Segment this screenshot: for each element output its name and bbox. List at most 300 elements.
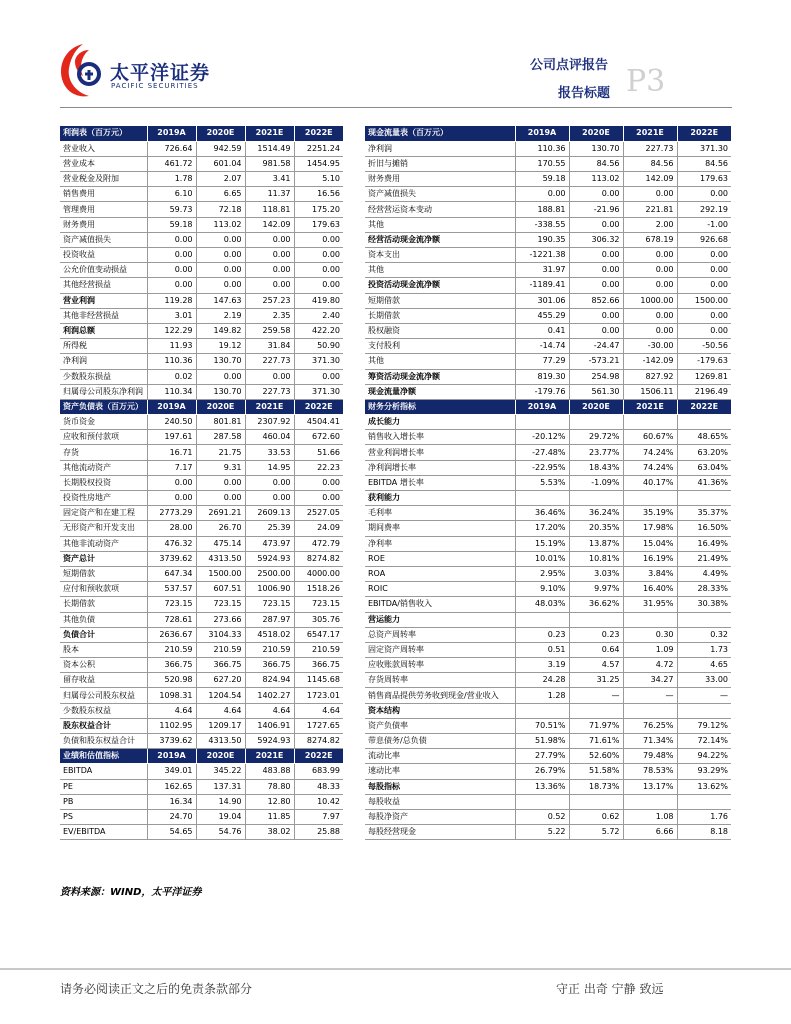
row-value: 4313.50	[196, 734, 245, 749]
row-value: 254.98	[569, 369, 623, 384]
year-header: 2022E	[294, 126, 343, 141]
row-label: EBITDA 增长率	[365, 475, 515, 490]
table-row	[60, 779, 343, 794]
row-value: 11.93	[147, 339, 196, 354]
row-value: 1.08	[623, 809, 677, 824]
row-value: 366.75	[294, 658, 343, 673]
row-label: 净利润	[60, 354, 147, 369]
row-value: 179.63	[677, 172, 731, 187]
row-value: 728.61	[147, 612, 196, 627]
row-value: 3.19	[515, 658, 569, 673]
table-row	[60, 734, 343, 749]
row-label: 财务费用	[365, 172, 515, 187]
row-label: 资本支出	[365, 248, 515, 263]
row-value: 0.00	[294, 369, 343, 384]
disclaimer-link[interactable]: 请务必阅读正文之后的免责条款部分	[60, 982, 253, 996]
row-value: 5924.93	[245, 551, 294, 566]
row-value: 723.15	[294, 597, 343, 612]
row-value: 63.04%	[677, 460, 731, 475]
row-value: 0.00	[677, 263, 731, 278]
row-label: 筹资活动现金流净额	[365, 369, 515, 384]
row-value: 0.00	[569, 308, 623, 323]
section-header-row	[60, 399, 343, 414]
table-row	[60, 445, 343, 460]
row-value: 819.30	[515, 369, 569, 384]
row-value: 110.36	[515, 141, 569, 156]
row-value: 179.63	[294, 217, 343, 232]
row-value: -24.47	[569, 339, 623, 354]
row-value: 16.56	[294, 187, 343, 202]
row-value: 0.00	[677, 323, 731, 338]
row-label: 净利润	[365, 141, 515, 156]
table-row	[365, 278, 731, 293]
row-label: 少数股东权益	[60, 703, 147, 718]
row-value: 122.29	[147, 323, 196, 338]
row-value: 723.15	[147, 597, 196, 612]
row-value: 38.02	[245, 825, 294, 840]
row-value: 71.34%	[623, 734, 677, 749]
row-value: 227.73	[623, 141, 677, 156]
row-label: 股东权益合计	[60, 718, 147, 733]
row-value: 0.00	[196, 278, 245, 293]
row-value: -27.48%	[515, 445, 569, 460]
row-value: 93.29%	[677, 764, 731, 779]
row-label: 无形资产和开发支出	[60, 521, 147, 536]
row-value: 74.24%	[623, 445, 677, 460]
row-label: EV/EBITDA	[60, 825, 147, 840]
row-label: 营业收入	[60, 141, 147, 156]
table-row	[365, 521, 731, 536]
table-row	[365, 263, 731, 278]
row-value: 28.00	[147, 521, 196, 536]
year-header: 2021E	[623, 126, 677, 141]
row-value: 4313.50	[196, 551, 245, 566]
row-value	[569, 491, 623, 506]
pacific-securities-logo-icon	[55, 40, 105, 100]
row-value: 24.70	[147, 809, 196, 824]
financial-table-right	[365, 126, 731, 840]
row-value: 1.76	[677, 809, 731, 824]
row-value: 5924.93	[245, 734, 294, 749]
row-value: 366.75	[196, 658, 245, 673]
row-value: 142.09	[623, 172, 677, 187]
row-value: 130.70	[196, 354, 245, 369]
row-value: 0.00	[196, 369, 245, 384]
row-value: 59.73	[147, 202, 196, 217]
row-label: 销售费用	[60, 187, 147, 202]
table-row	[60, 475, 343, 490]
row-value: 71.97%	[569, 718, 623, 733]
table-row	[365, 156, 731, 171]
row-value: 0.00	[245, 248, 294, 263]
table-row	[60, 794, 343, 809]
row-value: 0.02	[147, 369, 196, 384]
row-label: 股权融资	[365, 323, 515, 338]
row-value: 78.53%	[623, 764, 677, 779]
row-value: 2609.13	[245, 506, 294, 521]
row-value: 301.06	[515, 293, 569, 308]
row-value: 119.28	[147, 293, 196, 308]
row-value: 473.97	[245, 536, 294, 551]
row-label: 负债和股东权益合计	[60, 734, 147, 749]
report-type: 公司点评报告	[530, 58, 609, 73]
row-value: 0.00	[677, 248, 731, 263]
row-value: 483.88	[245, 764, 294, 779]
row-value: 48.03%	[515, 597, 569, 612]
row-value: 76.25%	[623, 718, 677, 733]
row-value: 9.97%	[569, 582, 623, 597]
row-value: 0.00	[245, 263, 294, 278]
row-value: 0.00	[294, 278, 343, 293]
row-value: 3.84%	[623, 566, 677, 581]
table-row	[365, 415, 731, 430]
row-value: 77.29	[515, 354, 569, 369]
row-label: 利润总额	[60, 323, 147, 338]
row-value: 1098.31	[147, 688, 196, 703]
row-value: 0.00	[196, 491, 245, 506]
row-value: 0.23	[569, 627, 623, 642]
row-value: 29.72%	[569, 430, 623, 445]
row-label: 固定资产周转率	[365, 642, 515, 657]
table-row	[365, 172, 731, 187]
row-value: 259.58	[245, 323, 294, 338]
table-row	[60, 187, 343, 202]
row-value: 0.30	[623, 627, 677, 642]
row-value: 1518.26	[294, 582, 343, 597]
table-row	[365, 506, 731, 521]
row-value: 726.64	[147, 141, 196, 156]
row-value: 41.36%	[677, 475, 731, 490]
table-row	[60, 627, 343, 642]
row-value	[623, 415, 677, 430]
row-value: 142.09	[245, 217, 294, 232]
table-row	[365, 202, 731, 217]
row-value: 7.17	[147, 460, 196, 475]
header-divider	[60, 107, 732, 108]
table-row	[60, 141, 343, 156]
row-value: 0.00	[294, 248, 343, 263]
row-label: 经营营运资本变动	[365, 202, 515, 217]
section-header-row	[365, 399, 731, 414]
row-value: 70.51%	[515, 718, 569, 733]
row-value: 0.00	[569, 323, 623, 338]
row-value: 36.46%	[515, 506, 569, 521]
row-label: 经营活动现金流净额	[365, 232, 515, 247]
row-value	[623, 491, 677, 506]
row-value: 6.66	[623, 825, 677, 840]
row-label: 短期借款	[60, 566, 147, 581]
table-row	[60, 825, 343, 840]
row-value: 40.17%	[623, 475, 677, 490]
row-value: 2691.21	[196, 506, 245, 521]
row-value: 6.65	[196, 187, 245, 202]
row-label: EBITDA/销售收入	[365, 597, 515, 612]
row-value	[677, 794, 731, 809]
table-row	[365, 369, 731, 384]
row-value: 1000.00	[623, 293, 677, 308]
row-value: 20.35%	[569, 521, 623, 536]
table-row	[365, 430, 731, 445]
table-row	[365, 582, 731, 597]
row-value: 16.19%	[623, 551, 677, 566]
table-row	[365, 232, 731, 247]
row-value: 0.00	[196, 248, 245, 263]
section-title: 财务分析指标	[365, 399, 515, 414]
row-value: -573.21	[569, 354, 623, 369]
table-row	[60, 384, 343, 399]
row-value: 94.22%	[677, 749, 731, 764]
row-value	[569, 415, 623, 430]
row-label: 所得税	[60, 339, 147, 354]
row-value: 59.18	[147, 217, 196, 232]
row-value: 13.17%	[623, 779, 677, 794]
row-value: 5.10	[294, 172, 343, 187]
row-value: 23.77%	[569, 445, 623, 460]
row-value: 1006.90	[245, 582, 294, 597]
row-label: 成长能力	[365, 415, 515, 430]
row-value: 59.18	[515, 172, 569, 187]
table-row	[60, 202, 343, 217]
row-label: 投资性房地产	[60, 491, 147, 506]
table-row	[60, 339, 343, 354]
row-value: -179.63	[677, 354, 731, 369]
row-value: 8274.82	[294, 734, 343, 749]
table-row	[60, 809, 343, 824]
row-value: 36.24%	[569, 506, 623, 521]
footer-divider	[0, 968, 791, 970]
row-value: 4000.00	[294, 566, 343, 581]
row-label: 应收和预付款项	[60, 430, 147, 445]
row-value	[677, 415, 731, 430]
row-value: -179.76	[515, 384, 569, 399]
section-title: 资产负债表（百万元）	[60, 399, 147, 414]
row-label: 营业税金及附加	[60, 172, 147, 187]
table-row	[60, 156, 343, 171]
row-label: 短期借款	[365, 293, 515, 308]
row-value: 51.66	[294, 445, 343, 460]
row-value: 33.53	[245, 445, 294, 460]
row-value: 210.59	[294, 642, 343, 657]
row-value: 13.87%	[569, 536, 623, 551]
row-value: 0.62	[569, 809, 623, 824]
data-source-note: 资料来源：WIND，太平洋证券	[60, 887, 202, 898]
row-label: 期间费率	[365, 521, 515, 536]
row-value: 79.48%	[623, 749, 677, 764]
year-header: 2022E	[677, 399, 731, 414]
row-value	[569, 612, 623, 627]
row-value: 472.79	[294, 536, 343, 551]
row-value: 926.68	[677, 232, 731, 247]
row-value	[623, 703, 677, 718]
table-row	[60, 688, 343, 703]
table-row	[60, 232, 343, 247]
row-value: 5.53%	[515, 475, 569, 490]
row-label: 其他负债	[60, 612, 147, 627]
row-value: 0.00	[569, 278, 623, 293]
row-value: 25.39	[245, 521, 294, 536]
row-value: 2196.49	[677, 384, 731, 399]
row-label: 负债合计	[60, 627, 147, 642]
row-value: 13.36%	[515, 779, 569, 794]
row-value: 1204.54	[196, 688, 245, 703]
row-value: 0.00	[569, 187, 623, 202]
row-value: 678.19	[623, 232, 677, 247]
row-value: 6547.17	[294, 627, 343, 642]
row-value: 210.59	[245, 642, 294, 657]
row-value: 227.73	[245, 384, 294, 399]
row-value: 0.00	[245, 475, 294, 490]
year-header: 2019A	[147, 749, 196, 764]
row-value: 1454.95	[294, 156, 343, 171]
row-value: 1500.00	[196, 566, 245, 581]
table-row	[365, 703, 731, 718]
row-value: 110.36	[147, 354, 196, 369]
row-value: -338.55	[515, 217, 569, 232]
row-label: 营业利润	[60, 293, 147, 308]
row-value: 17.20%	[515, 521, 569, 536]
year-header: 2019A	[515, 399, 569, 414]
row-value: 9.31	[196, 460, 245, 475]
row-value: 801.81	[196, 415, 245, 430]
row-value: 63.20%	[677, 445, 731, 460]
row-value: 2773.29	[147, 506, 196, 521]
row-value: 561.30	[569, 384, 623, 399]
row-value: 0.00	[515, 187, 569, 202]
table-row	[60, 612, 343, 627]
row-label: 货币资金	[60, 415, 147, 430]
row-value: 26.79%	[515, 764, 569, 779]
table-row	[365, 551, 731, 566]
section-title: 业绩和估值指标	[60, 749, 147, 764]
row-label: 销售商品提供劳务收到现金/营业收入	[365, 688, 515, 703]
row-value: 0.32	[677, 627, 731, 642]
row-value: 0.00	[196, 232, 245, 247]
row-value: —	[677, 688, 731, 703]
table-row	[60, 323, 343, 338]
table-row	[60, 460, 343, 475]
row-value: 460.04	[245, 430, 294, 445]
row-value: 366.75	[245, 658, 294, 673]
row-value: 6.10	[147, 187, 196, 202]
row-value: 3.01	[147, 308, 196, 323]
section-header-row	[60, 749, 343, 764]
row-value: 1.73	[677, 642, 731, 657]
row-value: 72.18	[196, 202, 245, 217]
table-row	[365, 642, 731, 657]
row-value: 537.57	[147, 582, 196, 597]
row-value: 31.25	[569, 673, 623, 688]
section-header-row	[365, 126, 731, 141]
brand-name-en: PACIFIC SECURITIES	[111, 82, 199, 90]
row-label: 公允价值变动损益	[60, 263, 147, 278]
row-value: 0.00	[623, 278, 677, 293]
row-label: 其他非经营损益	[60, 308, 147, 323]
row-value: 627.20	[196, 673, 245, 688]
row-value: 1102.95	[147, 718, 196, 733]
row-value: 1506.11	[623, 384, 677, 399]
row-value: 31.95%	[623, 597, 677, 612]
row-value: 78.80	[245, 779, 294, 794]
row-value: -1.09%	[569, 475, 623, 490]
row-value: 2527.05	[294, 506, 343, 521]
table-row	[365, 597, 731, 612]
year-header: 2020E	[569, 399, 623, 414]
row-label: 长期借款	[365, 308, 515, 323]
table-row	[365, 323, 731, 338]
row-value	[515, 794, 569, 809]
row-value: 4.64	[245, 703, 294, 718]
row-value: 175.20	[294, 202, 343, 217]
row-value: 51.98%	[515, 734, 569, 749]
table-row	[365, 794, 731, 809]
year-header: 2021E	[245, 749, 294, 764]
row-value: 0.41	[515, 323, 569, 338]
row-value: 2.00	[623, 217, 677, 232]
row-value: 0.64	[569, 642, 623, 657]
row-value: 1727.65	[294, 718, 343, 733]
row-value: 1402.27	[245, 688, 294, 703]
row-value: 1500.00	[677, 293, 731, 308]
row-value: 0.00	[623, 248, 677, 263]
row-value: 5.72	[569, 825, 623, 840]
row-label: EBITDA	[60, 764, 147, 779]
row-label: 资产总计	[60, 551, 147, 566]
row-label: 存货周转率	[365, 673, 515, 688]
row-value: 2500.00	[245, 566, 294, 581]
row-value: 84.56	[569, 156, 623, 171]
report-title: 报告标题	[558, 86, 611, 101]
row-value: 371.30	[294, 384, 343, 399]
table-row	[365, 141, 731, 156]
row-value	[515, 491, 569, 506]
row-value: 190.35	[515, 232, 569, 247]
row-label: 净利润增长率	[365, 460, 515, 475]
row-value: 824.94	[245, 673, 294, 688]
row-value: 1723.01	[294, 688, 343, 703]
row-value: 170.55	[515, 156, 569, 171]
row-value: 0.00	[677, 187, 731, 202]
row-value: 455.29	[515, 308, 569, 323]
year-header: 2020E	[569, 126, 623, 141]
brand-name-cn: 太平洋证券	[110, 62, 211, 84]
row-value: 5.22	[515, 825, 569, 840]
row-value: 71.61%	[569, 734, 623, 749]
row-label: 毛利率	[365, 506, 515, 521]
row-value: 607.51	[196, 582, 245, 597]
year-header: 2022E	[294, 749, 343, 764]
row-label: 每股净资产	[365, 809, 515, 824]
row-value: 0.00	[623, 263, 677, 278]
year-header: 2019A	[515, 126, 569, 141]
row-value: -21.96	[569, 202, 623, 217]
row-label: 营业成本	[60, 156, 147, 171]
row-value: —	[623, 688, 677, 703]
row-value: 240.50	[147, 415, 196, 430]
table-row	[365, 825, 731, 840]
row-value: 19.04	[196, 809, 245, 824]
row-value: -1.00	[677, 217, 731, 232]
row-label: 每股经营现金	[365, 825, 515, 840]
row-label: 折旧与摊销	[365, 156, 515, 171]
row-value: 113.02	[569, 172, 623, 187]
row-value: 147.63	[196, 293, 245, 308]
row-value: 10.42	[294, 794, 343, 809]
row-value: 723.15	[196, 597, 245, 612]
row-value: 419.80	[294, 293, 343, 308]
company-slogan: 守正 出奇 宁静 致远	[556, 982, 664, 996]
row-value: -50.56	[677, 339, 731, 354]
table-row	[365, 536, 731, 551]
